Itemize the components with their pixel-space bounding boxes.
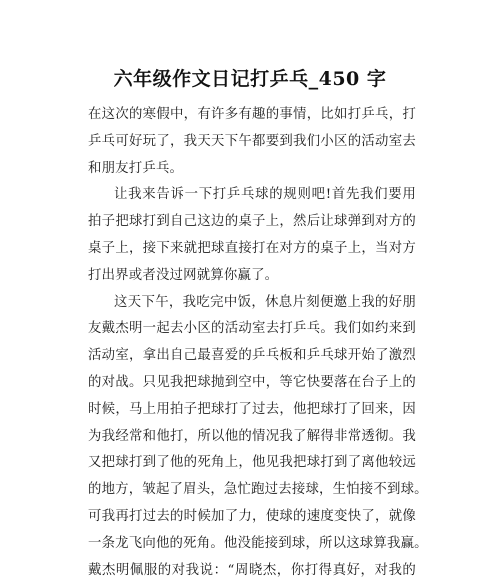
text-line: 友戴杰明一起去小区的活动室去打乒乓。我们如约来到	[88, 321, 416, 337]
text-line: 在这次的寒假中，有许多有趣的事情，比如打乒乓，打	[88, 107, 416, 122]
text-line: 时候，马上用拍子把球打了过去，他把球打了回来，因	[88, 401, 416, 417]
text-line: 为我经常和他打，所以他的情况我了解得非常透彻。我	[88, 428, 416, 444]
text-line: 和朋友打乒乓。	[88, 160, 184, 176]
text-line: 活动室，拿出自己最喜爱的乒乓板和乒乓球开始了激烈	[88, 348, 416, 364]
document-body	[88, 102, 428, 584]
text-line: 让我来告诉一下打乒乓球的规则吧!首先我们要用	[114, 187, 416, 203]
text-line: 打出界或者没过网就算你赢了。	[88, 267, 279, 283]
document-title: 六年级作文日记打乒乓_450 字	[113, 68, 387, 90]
text-line: 桌子上，接下来就把球直接打在对方的桌子上，当对方	[88, 240, 416, 256]
text-line: 戴杰明佩服的对我说：“周晓杰，你打得真好，对我的	[88, 562, 416, 578]
text-line: 又把球打到了他的死角上，他见我把球打到了离他较远	[88, 455, 416, 471]
text-line: 这天下午，我吃完中饭，休息片刻便邀上我的好朋	[114, 294, 416, 310]
text-line: 的地方，皱起了眉头，急忙跑过去接球，生怕接不到球。	[88, 482, 428, 498]
text-line: 一条龙飞向他的死角。他没能接到球，所以这球算我赢。	[88, 535, 428, 551]
text-line: 乒乓可好玩了，我天天下午都要到我们小区的活动室去	[88, 133, 416, 149]
text-line: 的对战。只见我把球抛到空中，等它快要落在台子上的	[88, 374, 416, 390]
text-line: 可我再打过去的时候加了力，使球的速度变快了，就像	[88, 508, 416, 524]
text-line: 拍子把球打到自己这边的桌子上，然后让球弹到对方的	[88, 214, 416, 230]
